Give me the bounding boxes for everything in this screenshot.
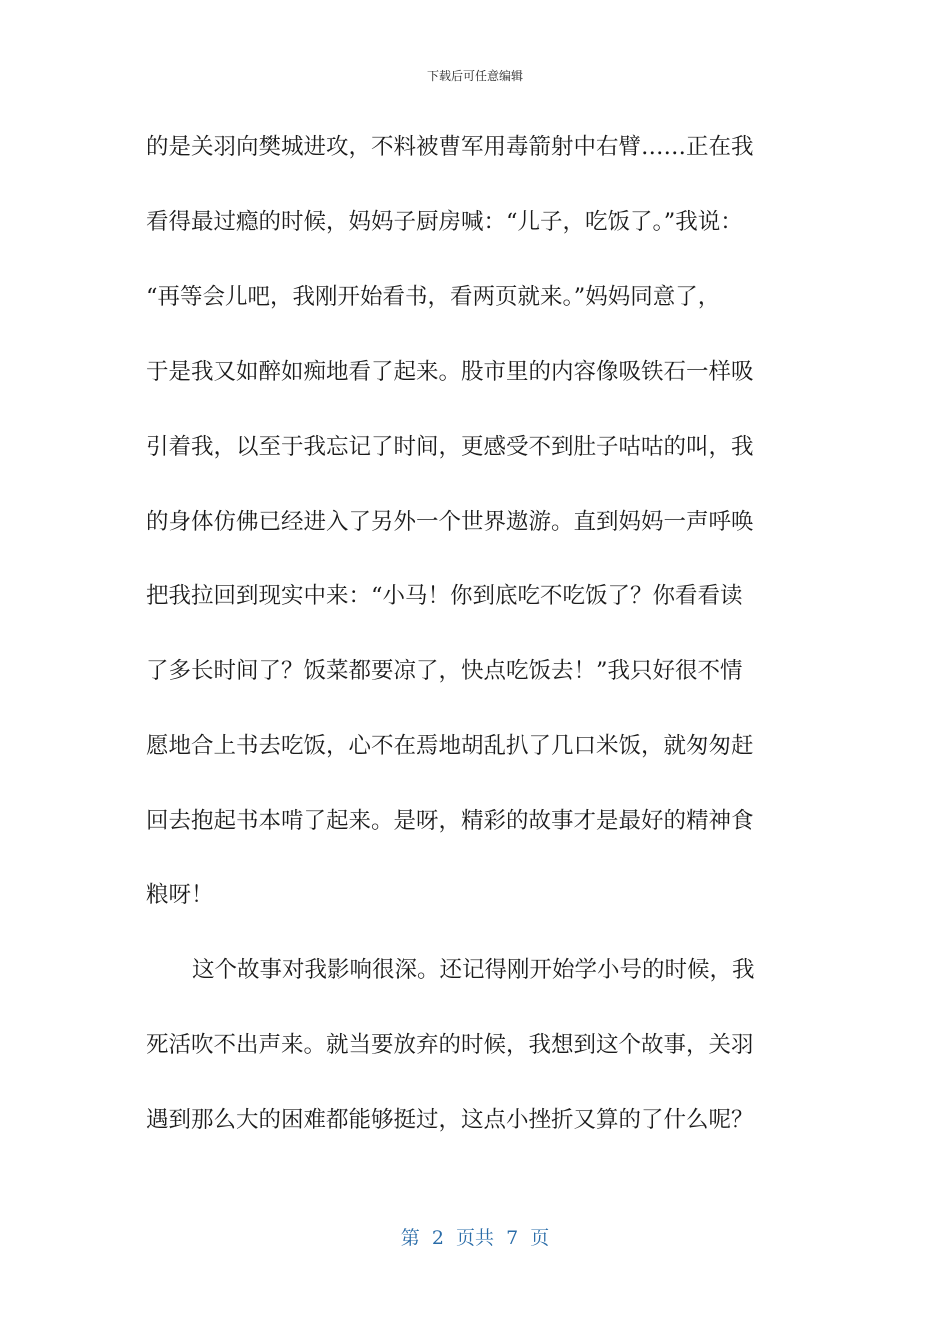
body-line: 死活吹不出声来。就当要放弃的时候，我想到这个故事，关羽: [146, 1032, 754, 1058]
body-line: 愿地合上书去吃饭，心不在焉地胡乱扒了几口米饭，就匆匆赶: [146, 733, 754, 759]
body-line: 于是我又如醉如痴地看了起来。股市里的内容像吸铁石一样吸: [146, 359, 754, 385]
body-line: 遇到那么大的困难都能够挺过，这点小挫折又算的了什么呢？: [146, 1107, 754, 1133]
page-header: 下载后可任意编辑: [426, 69, 523, 83]
paragraph-first-line: 这个故事对我影响很深。还记得刚开始学小号的时候，我: [192, 957, 755, 983]
page-number-footer: 第 2 页共 7 页: [400, 1227, 550, 1249]
body-line: 的是关羽向樊城进攻，不料被曹军用毒箭射中右臂……正在我: [146, 134, 754, 160]
body-line: 粮呀！: [146, 882, 214, 908]
body-line: 回去抱起书本啃了起来。是呀，精彩的故事才是最好的精神食: [146, 808, 754, 834]
body-line: 的身体仿佛已经进入了另外一个世界遨游。直到妈妈一声呼唤: [146, 509, 754, 535]
body-line: 了多长时间了？饭菜都要凉了，快点吃饭去！”我只好很不情: [146, 658, 743, 684]
body-line: 看得最过瘾的时候，妈妈子厨房喊：“儿子，吃饭了。”我说：: [146, 209, 743, 235]
body-line: “再等会儿吧，我刚开始看书，看两页就来。”妈妈同意了，: [146, 284, 721, 310]
body-line: 把我拉回到现实中来：“小马！你到底吃不吃饭了？你看看读: [146, 583, 743, 609]
body-line: 引着我，以至于我忘记了时间，更感受不到肚子咕咕的叫，我: [146, 434, 754, 460]
